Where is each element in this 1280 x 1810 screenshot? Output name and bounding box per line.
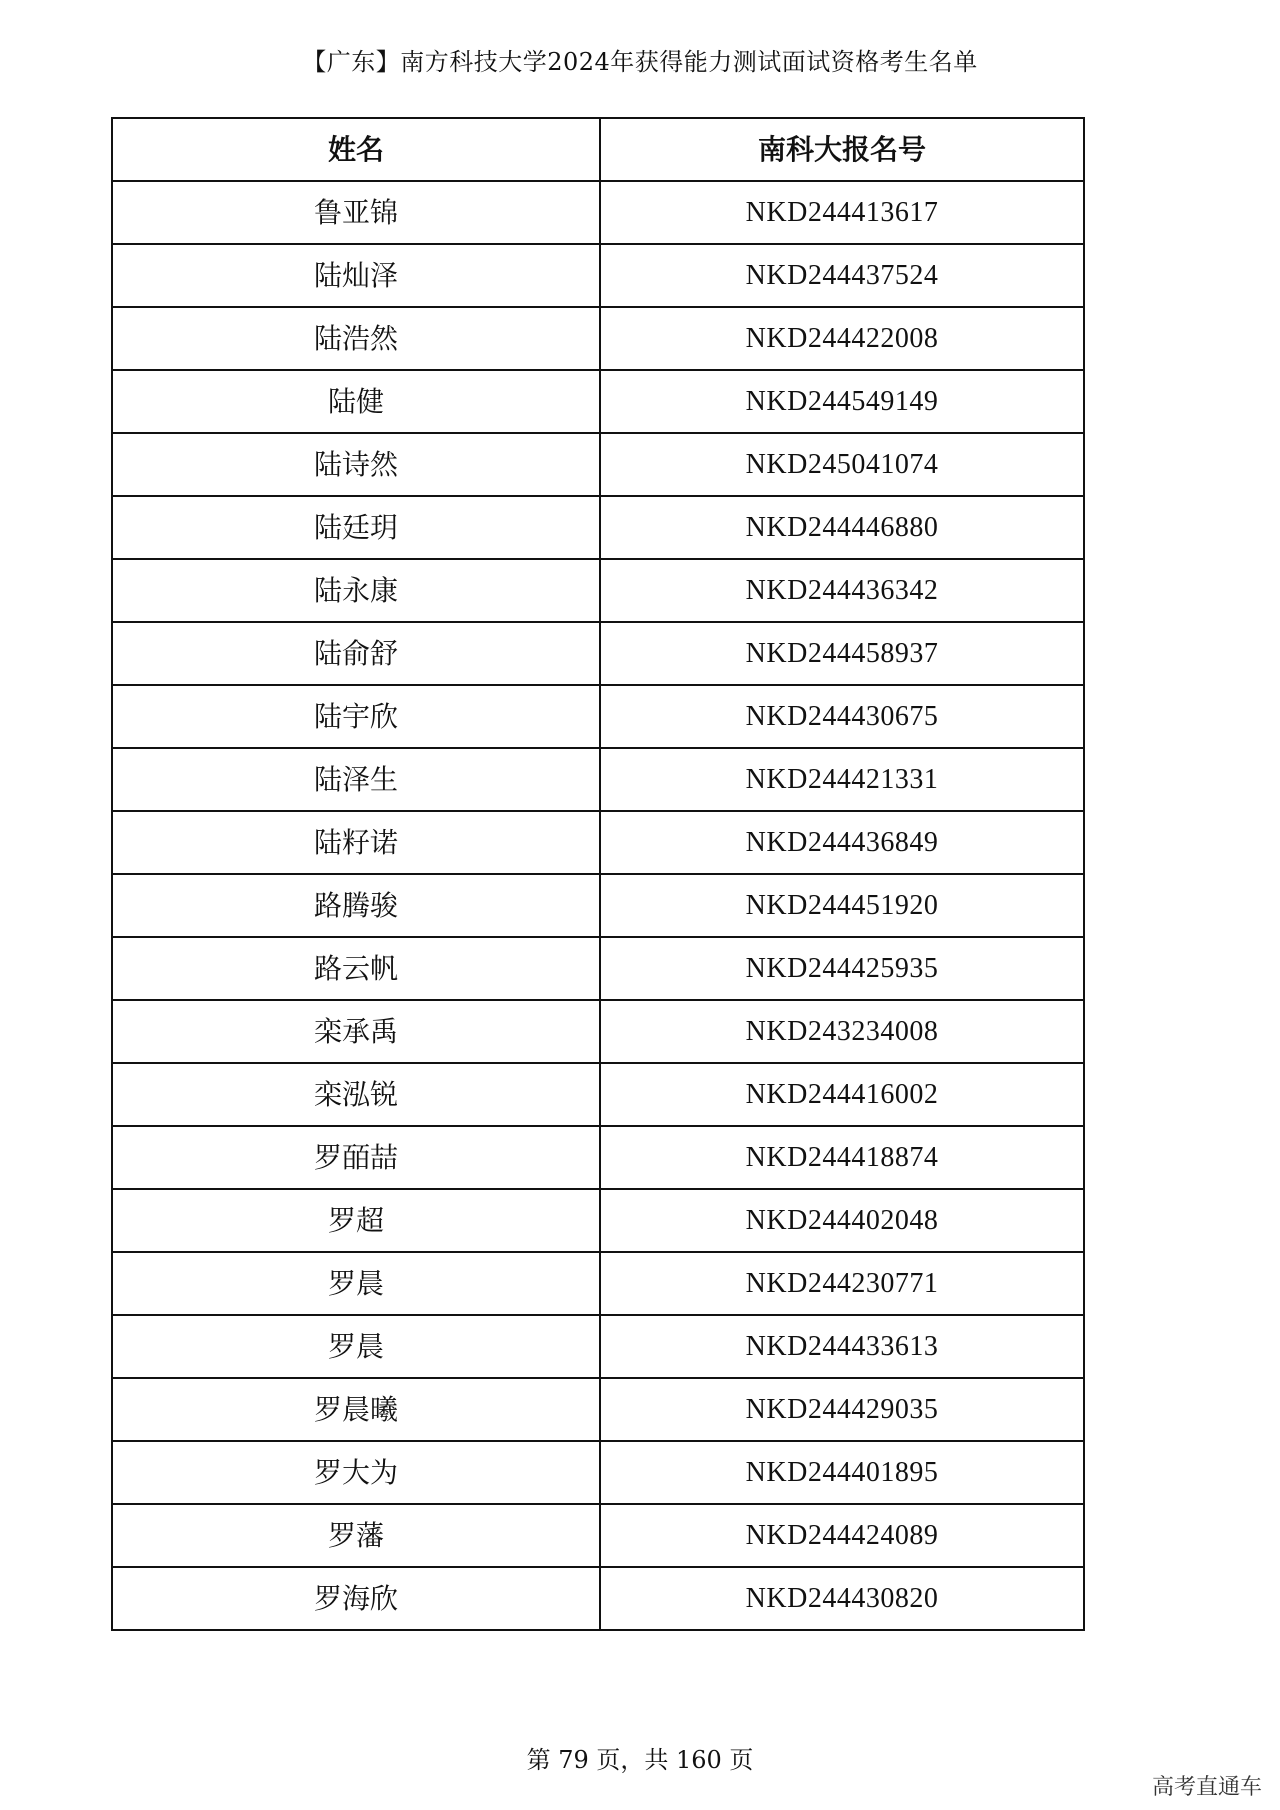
candidate-name: 陆泽生: [112, 748, 600, 811]
table-row: [112, 559, 1084, 622]
registration-id: NKD243234008: [600, 1000, 1084, 1063]
candidate-name: 罗海欣: [112, 1567, 600, 1630]
table-row: [112, 1252, 1084, 1315]
table-row: [112, 622, 1084, 685]
candidate-name: 栾泓锐: [112, 1063, 600, 1126]
candidate-name: 栾承禹: [112, 1000, 600, 1063]
table-row: [112, 244, 1084, 307]
candidate-name: 罗超: [112, 1189, 600, 1252]
table-row: [112, 1378, 1084, 1441]
table-row: [112, 1063, 1084, 1126]
registration-id: NKD244418874: [600, 1126, 1084, 1189]
registration-id: NKD244437524: [600, 244, 1084, 307]
candidate-name: 陆诗然: [112, 433, 600, 496]
candidate-name: 陆灿泽: [112, 244, 600, 307]
table-row: [112, 433, 1084, 496]
registration-id: NKD244421331: [600, 748, 1084, 811]
header-name: 姓名: [112, 118, 600, 181]
candidate-name: 鲁亚锦: [112, 181, 600, 244]
candidate-table: [111, 117, 1085, 1631]
candidate-name: 罗晨: [112, 1252, 600, 1315]
table-row: [112, 1189, 1084, 1252]
table-row: [112, 1504, 1084, 1567]
table-row: [112, 307, 1084, 370]
candidate-name: 陆宇欣: [112, 685, 600, 748]
table-row: [112, 937, 1084, 1000]
registration-id: NKD244429035: [600, 1378, 1084, 1441]
registration-id: NKD244230771: [600, 1252, 1084, 1315]
candidate-name: 陆健: [112, 370, 600, 433]
candidate-name: 陆籽诺: [112, 811, 600, 874]
candidate-name: 陆俞舒: [112, 622, 600, 685]
candidate-name: 罗晨: [112, 1315, 600, 1378]
candidate-name: 陆廷玥: [112, 496, 600, 559]
table-row: [112, 496, 1084, 559]
table-row: [112, 1441, 1084, 1504]
table-row: [112, 1000, 1084, 1063]
registration-id: NKD244436849: [600, 811, 1084, 874]
candidate-name: 罗晨曦: [112, 1378, 600, 1441]
candidate-name: 陆永康: [112, 559, 600, 622]
registration-id: NKD244549149: [600, 370, 1084, 433]
table-row: [112, 1315, 1084, 1378]
registration-id: NKD244430820: [600, 1567, 1084, 1630]
candidate-name: 路云帆: [112, 937, 600, 1000]
registration-id: NKD244413617: [600, 181, 1084, 244]
table-row: [112, 874, 1084, 937]
registration-id: NKD244446880: [600, 496, 1084, 559]
page-number: 第 79 页，共 160 页: [526, 1746, 754, 1774]
candidate-name: 罗藩: [112, 1504, 600, 1567]
header-registration-id: 南科大报名号: [600, 118, 1084, 181]
registration-id: NKD244402048: [600, 1189, 1084, 1252]
candidate-name: 陆浩然: [112, 307, 600, 370]
table-row: [112, 181, 1084, 244]
registration-id: NKD244458937: [600, 622, 1084, 685]
registration-id: NKD244430675: [600, 685, 1084, 748]
registration-id: NKD244425935: [600, 937, 1084, 1000]
table-row: [112, 1126, 1084, 1189]
registration-id: NKD244422008: [600, 307, 1084, 370]
registration-id: NKD244416002: [600, 1063, 1084, 1126]
table-header-row: [112, 118, 1084, 181]
registration-id: NKD244433613: [600, 1315, 1084, 1378]
registration-id: NKD245041074: [600, 433, 1084, 496]
registration-id: NKD244451920: [600, 874, 1084, 937]
registration-id: NKD244401895: [600, 1441, 1084, 1504]
candidate-name: 罗大为: [112, 1441, 600, 1504]
registration-id: NKD244436342: [600, 559, 1084, 622]
table-row: [112, 370, 1084, 433]
table-row: [112, 811, 1084, 874]
registration-id: NKD244424089: [600, 1504, 1084, 1567]
table-row: [112, 748, 1084, 811]
table-row: [112, 685, 1084, 748]
watermark: 高考直通车: [1151, 1775, 1262, 1800]
candidate-name: 路腾骏: [112, 874, 600, 937]
candidate-name: 罗皕喆: [112, 1126, 600, 1189]
table-row: [112, 1567, 1084, 1630]
document-title: 【广东】南方科技大学2024年获得能力测试面试资格考生名单: [302, 48, 978, 76]
